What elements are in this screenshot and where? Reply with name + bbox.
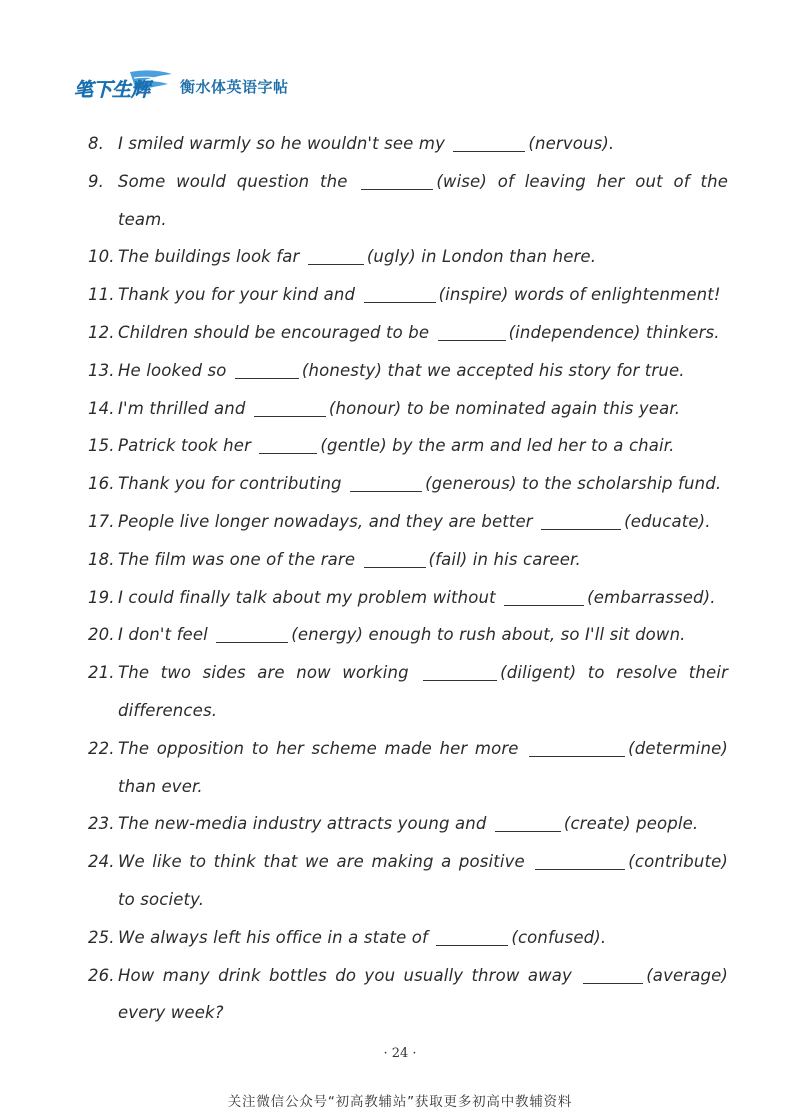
sentence-after-blank: (embarrassed). xyxy=(587,587,716,607)
item-sentence xyxy=(118,805,728,843)
sentence-after-blank: (ugly) in London than here. xyxy=(366,247,597,267)
brand-logo xyxy=(74,66,174,106)
sentence-after-blank: (independence) thinkers. xyxy=(508,322,720,342)
exercise-item xyxy=(88,616,728,654)
sentence-after-blank: (honesty) that we accepted his story for true. xyxy=(301,360,685,380)
exercise-item xyxy=(88,163,728,239)
item-number: 26. xyxy=(88,965,115,985)
item-number: 10. xyxy=(88,247,115,267)
exercise-item xyxy=(88,465,728,503)
brand-title: 衡水体英语字帖 xyxy=(180,77,289,96)
sentence-after-blank: (educate). xyxy=(624,511,711,531)
sentence-before-blank: Patrick took her xyxy=(118,436,257,456)
exercise-item xyxy=(88,125,728,163)
sentence-after-blank: (confused). xyxy=(511,927,607,947)
exercise-item xyxy=(88,805,728,843)
item-number: 13. xyxy=(88,360,115,380)
sentence-after-blank: (gentle) by the arm and led her to a chair. xyxy=(320,436,675,456)
exercise-item xyxy=(88,390,728,428)
sentence-after-blank: (fail) in his career. xyxy=(428,549,581,569)
answer-blank[interactable] xyxy=(361,169,433,190)
answer-blank[interactable] xyxy=(529,736,625,757)
answer-blank[interactable] xyxy=(504,585,584,606)
answer-blank[interactable] xyxy=(535,849,625,870)
answer-blank[interactable] xyxy=(235,358,299,379)
exercise-item xyxy=(88,503,728,541)
item-sentence xyxy=(118,654,728,730)
sentence-before-blank: I'm thrilled and xyxy=(118,398,251,418)
item-sentence xyxy=(118,730,728,806)
item-sentence xyxy=(118,541,728,579)
sentence-before-blank: Thank you for contributing xyxy=(118,474,348,494)
item-sentence xyxy=(118,238,728,276)
exercise-item xyxy=(88,238,728,276)
sentence-before-blank: I smiled warmly so he wouldn't see my xyxy=(118,134,451,153)
answer-blank[interactable] xyxy=(216,622,288,643)
item-sentence xyxy=(118,276,728,314)
item-sentence xyxy=(118,503,728,541)
answer-blank[interactable] xyxy=(308,244,364,265)
item-sentence xyxy=(118,616,728,654)
item-number: 23. xyxy=(88,814,115,834)
item-sentence xyxy=(118,427,728,465)
exercise-item xyxy=(88,957,728,1033)
exercise-item xyxy=(88,654,728,730)
item-sentence xyxy=(118,390,728,428)
item-number: 8. xyxy=(88,134,105,153)
answer-blank[interactable] xyxy=(583,963,643,984)
sentence-before-blank: The buildings look far xyxy=(118,247,305,267)
exercise-list xyxy=(88,125,728,1032)
exercise-item xyxy=(88,427,728,465)
answer-blank[interactable] xyxy=(364,282,436,303)
sentence-before-blank: We always left his office in a state of xyxy=(118,927,434,947)
exercise-item xyxy=(88,919,728,957)
sentence-after-blank: (contribute) to society. xyxy=(118,852,728,909)
answer-blank[interactable] xyxy=(259,433,317,454)
exercise-item xyxy=(88,314,728,352)
answer-blank[interactable] xyxy=(495,811,561,832)
exercise-item xyxy=(88,730,728,806)
exercise-item xyxy=(88,541,728,579)
item-sentence xyxy=(118,919,728,957)
item-number: 15. xyxy=(88,436,115,456)
item-sentence xyxy=(118,465,728,503)
sentence-before-blank: The film was one of the rare xyxy=(118,549,361,569)
sentence-after-blank: (determine) than ever. xyxy=(118,738,728,796)
item-sentence xyxy=(118,352,728,390)
sentence-after-blank: (nervous). xyxy=(528,134,615,153)
sentence-before-blank: How many drink bottles do you usually throw away xyxy=(118,965,581,985)
item-sentence xyxy=(118,125,728,163)
item-number: 19. xyxy=(88,587,115,607)
exercise-item xyxy=(88,579,728,617)
sentence-after-blank: (diligent) to resolve their differences. xyxy=(118,663,729,720)
item-number: 12. xyxy=(88,322,115,342)
item-number: 16. xyxy=(88,474,115,494)
sentence-after-blank: (generous) to the scholarship fund. xyxy=(425,474,722,494)
answer-blank[interactable] xyxy=(541,509,621,530)
svg-text:笔下生辉: 笔下生辉 xyxy=(74,79,151,101)
item-number: 20. xyxy=(88,625,115,645)
sentence-before-blank: We like to think that we are making a positive xyxy=(118,852,533,872)
answer-blank[interactable] xyxy=(254,396,326,417)
sentence-before-blank: I could finally talk about my problem without xyxy=(118,587,502,607)
sentence-before-blank: The new-media industry attracts young and xyxy=(118,814,492,834)
item-number: 22. xyxy=(88,738,115,758)
exercise-item xyxy=(88,843,728,919)
footer-notice: 关注微信公众号“初高教辅站”获取更多初高中教辅资料 xyxy=(227,1094,573,1110)
answer-blank[interactable] xyxy=(350,471,422,492)
item-sentence xyxy=(118,579,728,617)
sentence-before-blank: The opposition to her scheme made her more xyxy=(118,738,527,758)
sentence-before-blank: Children should be encouraged to be xyxy=(118,322,435,342)
sentence-before-blank: Some would question the xyxy=(118,171,359,191)
item-number: 21. xyxy=(88,663,115,683)
sentence-after-blank: (average) every week? xyxy=(118,965,728,1023)
item-sentence xyxy=(118,957,728,1033)
exercise-item xyxy=(88,352,728,390)
sentence-before-blank: People live longer nowadays, and they are better xyxy=(118,511,539,531)
page-number: · 24 · xyxy=(383,1046,417,1061)
exercise-item xyxy=(88,276,728,314)
sentence-before-blank: He looked so xyxy=(118,360,232,380)
item-number: 25. xyxy=(88,927,115,947)
sentence-after-blank: (create) people. xyxy=(563,814,699,834)
item-number: 18. xyxy=(88,549,115,569)
header xyxy=(74,66,289,106)
answer-blank[interactable] xyxy=(438,320,506,341)
answer-blank[interactable] xyxy=(364,547,426,568)
answer-blank[interactable] xyxy=(453,131,525,152)
sentence-after-blank: (energy) enough to rush about, so I'll sit down. xyxy=(291,625,686,645)
sentence-after-blank: (wise) of leaving her out of the team. xyxy=(118,171,728,229)
item-sentence xyxy=(118,163,728,239)
item-number: 24. xyxy=(88,852,115,872)
item-number: 17. xyxy=(88,511,115,531)
sentence-before-blank: Thank you for your kind and xyxy=(118,285,361,305)
item-number: 14. xyxy=(88,398,115,418)
item-sentence xyxy=(118,843,728,919)
sentence-after-blank: (inspire) words of enlightenment! xyxy=(438,285,721,305)
item-sentence xyxy=(118,314,728,352)
answer-blank[interactable] xyxy=(436,925,508,946)
answer-blank[interactable] xyxy=(423,660,497,681)
item-number: 9. xyxy=(88,171,105,191)
sentence-before-blank: I don't feel xyxy=(118,625,214,645)
sentence-after-blank: (honour) to be nominated again this year. xyxy=(328,398,681,418)
sentence-before-blank: The two sides are now working xyxy=(118,663,421,683)
item-number: 11. xyxy=(88,285,115,305)
